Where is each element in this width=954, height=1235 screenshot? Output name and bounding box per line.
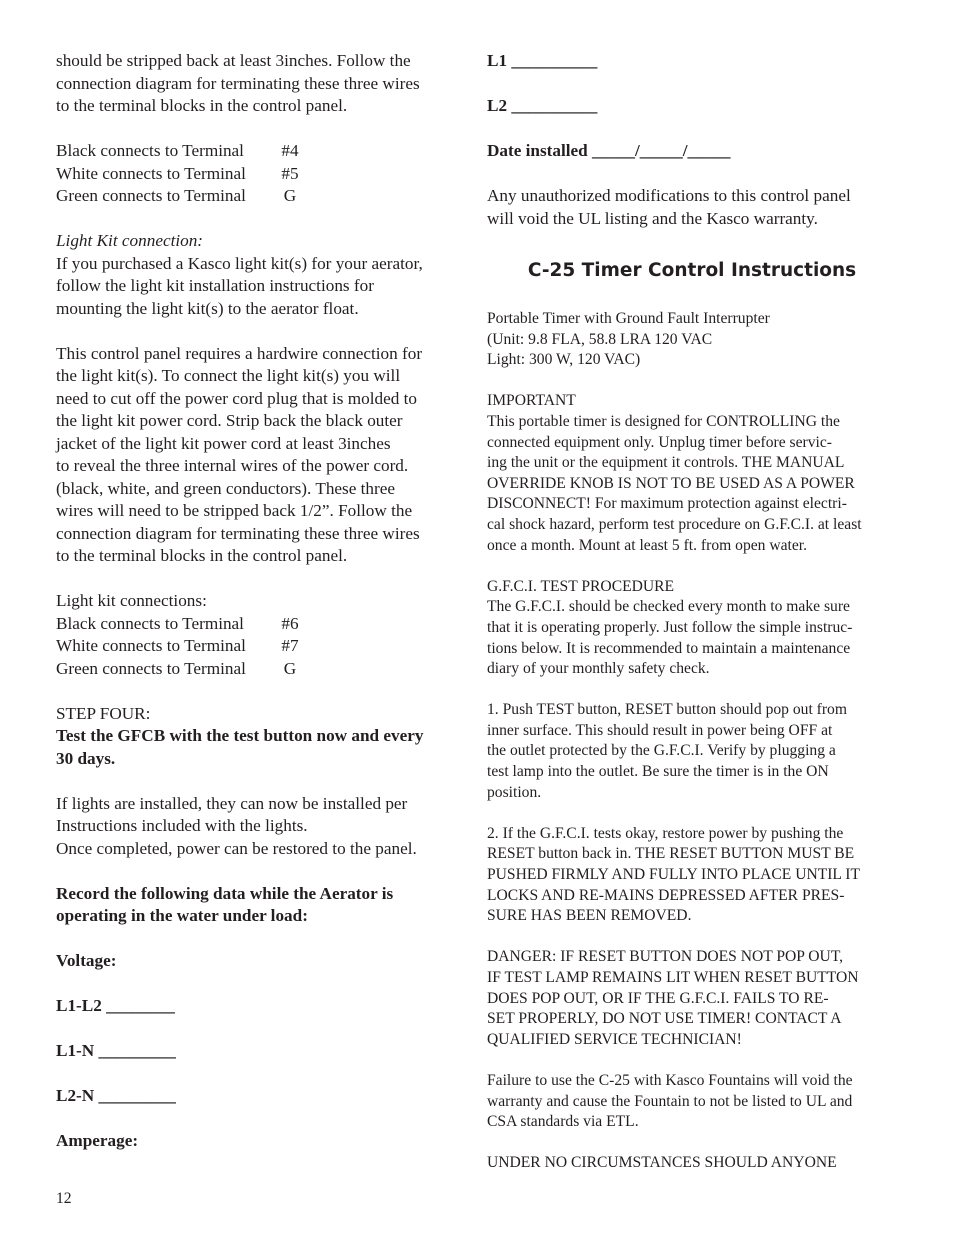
terminal-label: Black connects to Terminal	[56, 613, 244, 633]
l2-field: L2 __________	[487, 96, 598, 115]
section-heading: C-25 Timer Control Instructions	[527, 260, 857, 281]
terminal-label: White connects to Terminal	[56, 163, 246, 183]
terminal-row	[56, 140, 466, 163]
date-installed-field: Date installed _____/_____/_____	[487, 141, 731, 160]
l2-n-field: L2-N _________	[56, 1086, 176, 1105]
terminal-number: #6	[281, 613, 299, 633]
step-four-label: STEP FOUR:	[56, 703, 151, 723]
page-number: 12	[56, 1190, 72, 1207]
terminal-label: White connects to Terminal	[56, 636, 246, 655]
terminal-number: G	[283, 186, 297, 205]
danger-paragraph: DANGER: IF RESET BUTTON DOES NOT POP OUT, IF TEST LAMP REMAINS LIT WHEN RESET BUTTON DOES POP OUT, OR IF THE G.F.C.I. FAILS TO RE- SET PROPERLY, DO NOT USE TIMER! CONTACT A QUALIFIED SERVICE TECHNICIAN!	[487, 948, 859, 1048]
terminal-number: #7	[281, 636, 299, 655]
procedure-step-1: 1. Push TEST button, RESET button should pop out from inner surface. This should result in power being OFF at the outlet protected by the G.F.C.I. Verify by plugging a test lamp into the outlet. Be sure the timer is in the ON position.	[487, 701, 847, 801]
record-data-instruction: Record the following data while the Aerator is operating in the water under load:	[56, 883, 394, 925]
terminal-row	[56, 635, 466, 658]
terminal-row	[56, 658, 466, 681]
terminal-label: Black connects to Terminal	[56, 141, 244, 160]
terminal-number: G	[283, 658, 297, 678]
left-column	[56, 50, 466, 1153]
warranty-warning: Any unauthorized modifications to this control panel will void the UL listing and the Kasco warranty.	[487, 186, 851, 228]
l1-n-field: L1-N _________	[56, 1041, 176, 1060]
light-kit-paragraph-2: This control panel requires a hardwire connection for the light kit(s). To connect the light kit(s) you will need to cut off the power cord plug that is molded to the light kit power cord. Strip back the black outer jacket of the light kit power cord at least 3inches to reveal the three internal wires of the power cord. (black, white, and green conductors). These three wires will need to be stripped back 1/2”. Follow the connection diagram for terminating these three wires to the terminal blocks in the control panel.	[56, 343, 423, 565]
terminal-label: Green connects to Terminal	[56, 186, 246, 205]
right-column	[487, 50, 907, 1174]
l1-field: L1 __________	[487, 51, 598, 70]
terminal-row	[56, 163, 466, 186]
terminal-number: #4	[281, 141, 299, 160]
light-kit-paragraph-1: If you purchased a Kasco light kit(s) for your aerator, follow the light kit installation instructions for mounting the light kit(s) to the aerator float.	[56, 253, 423, 318]
procedure-step-2: 2. If the G.F.C.I. tests okay, restore power by pushing the RESET button back in. THE RESET BUTTON MUST BE PUSHED FIRMLY AND FULLY INTO PLACE UNTIL IT LOCKS AND RE-MAINS DEPRESSED AFTER PRES- SURE HAS BEEN REMOVED.	[487, 824, 860, 925]
terminal-row	[56, 613, 466, 636]
terminal-label: Green connects to Terminal	[56, 658, 246, 678]
important-paragraph: IMPORTANT This portable timer is designed for CONTROLLING the connected equipment only. Unplug timer before servic- ing the unit or the equipment it controls. THE MANUAL OVERRIDE KNOB IS NOT TO BE USED AS A POWER DISCONNECT! For maximum protection against electri- cal shock hazard, perform test procedure on G.F.C.I. at least once a month. Mount at least 5 ft. from open water.	[487, 392, 862, 554]
step-four-instruction: Test the GFCB with the test button now and every 30 days.	[56, 726, 424, 768]
light-kit-connections-title: Light kit connections:	[56, 591, 207, 610]
under-no-circumstances: UNDER NO CIRCUMSTANCES SHOULD ANYONE	[487, 1154, 837, 1172]
lights-note: If lights are installed, they can now be installed per Instructions included with the lights. Once completed, power can be restored to the panel.	[56, 793, 417, 858]
timer-info: Portable Timer with Ground Fault Interrupter (Unit: 9.8 FLA, 58.8 LRA 120 VAC Light: 300 W, 120 VAC)	[487, 310, 770, 369]
intro-paragraph: should be stripped back at least 3inches. Follow the connection diagram for terminating these three wires to the terminal blocks in the control panel.	[56, 51, 420, 115]
l1-l2-field: L1-L2 ________	[56, 996, 175, 1015]
amperage-label: Amperage:	[56, 1131, 139, 1150]
terminal-row	[56, 185, 466, 208]
terminal-number: #5	[281, 163, 299, 183]
voltage-label: Voltage:	[56, 951, 117, 970]
failure-paragraph: Failure to use the C-25 with Kasco Fountains will void the warranty and cause the Fountain to not be listed to UL and CSA standards via ETL.	[487, 1071, 853, 1131]
light-kit-heading: Light Kit connection:	[56, 231, 204, 250]
gfci-procedure: G.F.C.I. TEST PROCEDURE The G.F.C.I. should be checked every month to make sure that it is operating properly. Just follow the simple instruc- tions below. It is recommended to maintain a maintenance diary of your monthly safety check.	[487, 577, 853, 678]
